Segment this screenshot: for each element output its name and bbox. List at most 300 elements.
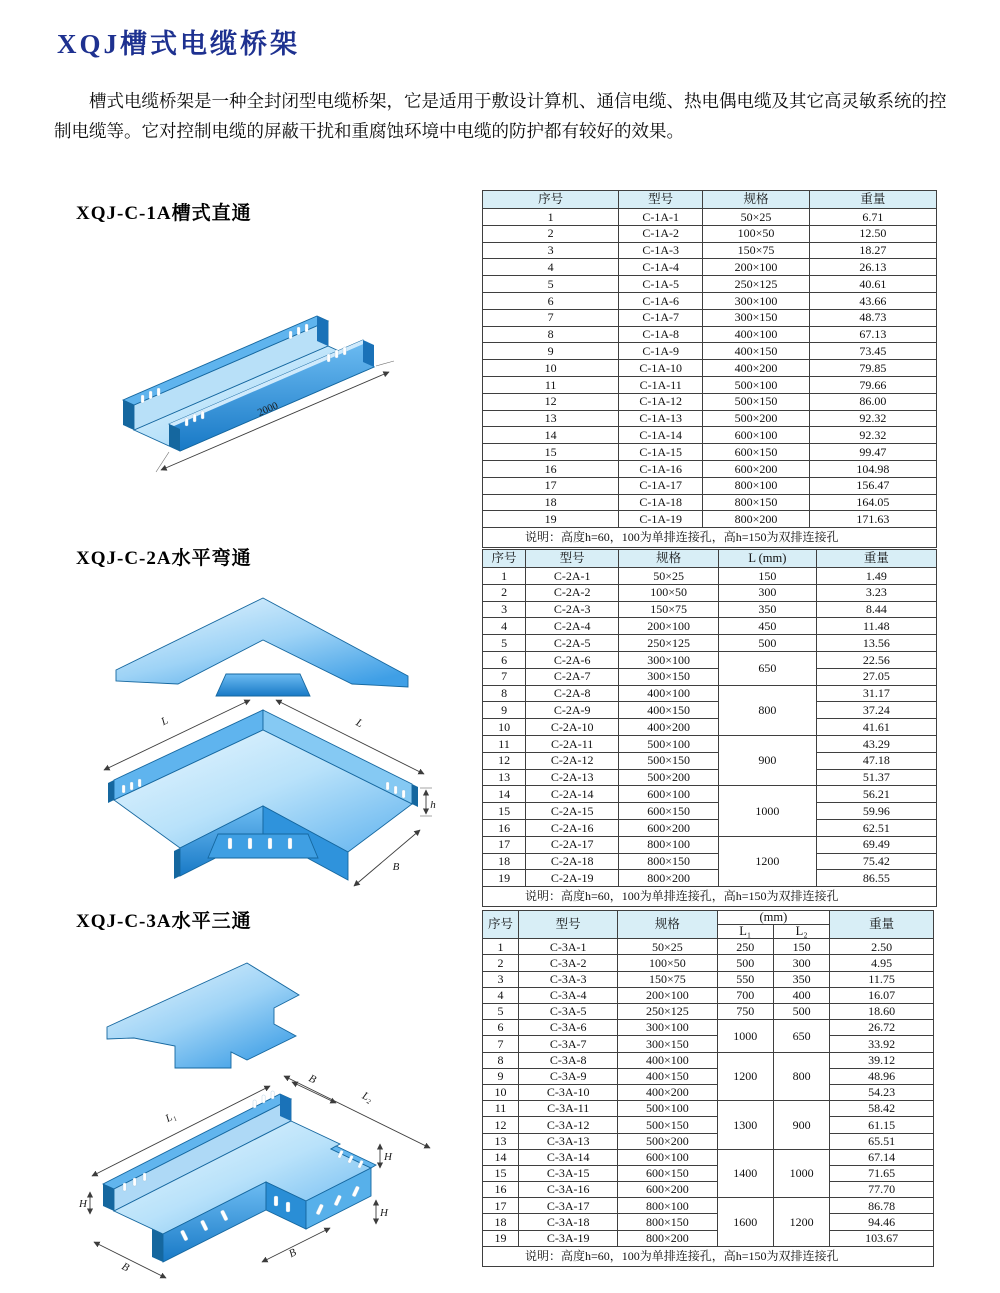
table-cell: 200×100 xyxy=(619,618,719,635)
table-cell: 19 xyxy=(483,511,619,528)
table-cell: C-2A-9 xyxy=(526,702,619,719)
table-cell: 150 xyxy=(719,568,817,585)
table-row xyxy=(483,584,937,601)
table-cell: 79.66 xyxy=(809,376,936,393)
table-cell: 150×75 xyxy=(703,242,810,259)
table-cell: 77.70 xyxy=(830,1182,934,1198)
table-row xyxy=(483,719,937,736)
column-header: 规格 xyxy=(703,191,810,209)
table-cell: 1000 xyxy=(773,1149,829,1198)
table-cell: C-2A-2 xyxy=(526,584,619,601)
table-cell: 6 xyxy=(483,292,619,309)
table-cell: 300 xyxy=(719,584,817,601)
table-cell: 164.05 xyxy=(809,494,936,511)
table-cell: C-3A-19 xyxy=(519,1230,618,1246)
table-cell: C-2A-4 xyxy=(526,618,619,635)
table-cell: 48.96 xyxy=(830,1068,934,1084)
table-cell: C-2A-8 xyxy=(526,685,619,702)
table-cell: 450 xyxy=(719,618,817,635)
table-cell: C-3A-18 xyxy=(519,1214,618,1230)
dim-label-b-top: B xyxy=(306,1072,318,1087)
table-cell: 22.56 xyxy=(816,651,936,668)
table-row xyxy=(483,939,934,955)
table-row xyxy=(483,1117,934,1133)
table-cell: 10 xyxy=(483,1084,519,1100)
table-cell: 17 xyxy=(483,1198,519,1214)
table-cell: C-3A-1 xyxy=(519,939,618,955)
table-cell: 94.46 xyxy=(830,1214,934,1230)
table-cell: 75.42 xyxy=(816,853,936,870)
table-cell: 2.50 xyxy=(830,939,934,955)
table-row xyxy=(483,803,937,820)
table-cell: C-1A-2 xyxy=(619,225,703,242)
table-row xyxy=(483,1068,934,1084)
table-cell: 300×150 xyxy=(619,668,719,685)
table-row xyxy=(483,668,937,685)
table-cell: 600×150 xyxy=(703,444,810,461)
table-cell: 8.44 xyxy=(816,601,936,618)
table-cell: 18.60 xyxy=(830,1004,934,1020)
table-cell: 1600 xyxy=(717,1198,773,1247)
table-cell: 50×25 xyxy=(618,939,717,955)
table-cell: 200×100 xyxy=(703,259,810,276)
table-cell: 1000 xyxy=(717,1020,773,1052)
table-cell: 86.00 xyxy=(809,393,936,410)
table-row xyxy=(483,651,937,668)
table-cell: 73.45 xyxy=(809,343,936,360)
page-title: XQJ槽式电缆桥架 xyxy=(57,29,300,59)
table-cell: C-1A-4 xyxy=(619,259,703,276)
table-cell: 100×50 xyxy=(703,225,810,242)
table-cell: 27.05 xyxy=(816,668,936,685)
table-cell: 800×150 xyxy=(703,494,810,511)
table-cell: C-2A-11 xyxy=(526,735,619,752)
table-row xyxy=(483,853,937,870)
table-row xyxy=(483,1165,934,1181)
table-cell: 5 xyxy=(483,1004,519,1020)
table-cell: C-1A-10 xyxy=(619,360,703,377)
table-cell: 500 xyxy=(719,635,817,652)
table-cell: C-2A-17 xyxy=(526,836,619,853)
table-cell: C-2A-13 xyxy=(526,769,619,786)
table-row xyxy=(483,326,937,343)
column-header: L₁ xyxy=(717,925,773,939)
dim-label-l-right: L xyxy=(353,716,365,731)
table-cell: 800 xyxy=(773,1052,829,1101)
table-note: 说明：高度h=60，100为单排连接孔，高h=150为双排连接孔 xyxy=(483,887,937,907)
table-cell: C-3A-4 xyxy=(519,987,618,1003)
table-cell: 600×150 xyxy=(619,803,719,820)
table-cell: 200×100 xyxy=(618,987,717,1003)
table-row xyxy=(483,225,937,242)
column-header: 重量 xyxy=(816,550,936,568)
dim-label-l2: L₂ xyxy=(360,1089,375,1105)
table-cell: 62.51 xyxy=(816,819,936,836)
table-cell: 2 xyxy=(483,584,526,601)
table-cell: 86.78 xyxy=(830,1198,934,1214)
table-cell: 9 xyxy=(483,702,526,719)
tray-body xyxy=(123,316,374,451)
dim-label-l-left: L xyxy=(159,714,171,729)
table-cell: 600×150 xyxy=(618,1165,717,1181)
table-cell: 48.73 xyxy=(809,309,936,326)
table-cell: C-1A-14 xyxy=(619,427,703,444)
table-cell: 800×100 xyxy=(619,836,719,853)
table-cell: 171.63 xyxy=(809,511,936,528)
table-cell: C-1A-11 xyxy=(619,376,703,393)
table-cell: 15 xyxy=(483,444,619,461)
table-cell: 400 xyxy=(773,987,829,1003)
table-cell: 1400 xyxy=(717,1149,773,1198)
table-row xyxy=(483,1020,934,1036)
column-header: 规格 xyxy=(619,550,719,568)
table-cell: 41.61 xyxy=(816,719,936,736)
table-cell: 800×100 xyxy=(703,477,810,494)
dimension-label-2000: 2000 xyxy=(256,400,280,419)
table-cell: 800×200 xyxy=(618,1230,717,1246)
table-cell: C-3A-17 xyxy=(519,1198,618,1214)
table-cell: 31.17 xyxy=(816,685,936,702)
table-cell: 14 xyxy=(483,1149,519,1165)
table-cell: 79.85 xyxy=(809,360,936,377)
table-row xyxy=(483,618,937,635)
table-cell: C-3A-3 xyxy=(519,971,618,987)
table-cell: 1.49 xyxy=(816,568,936,585)
table-cell: 400×100 xyxy=(619,685,719,702)
table-row xyxy=(483,427,937,444)
table-cell: 104.98 xyxy=(809,460,936,477)
table-cell: 14 xyxy=(483,427,619,444)
column-header: 规格 xyxy=(618,911,717,939)
table-cell: 8 xyxy=(483,1052,519,1068)
table-cell: C-1A-18 xyxy=(619,494,703,511)
table-row xyxy=(483,685,937,702)
table-cell: 3 xyxy=(483,242,619,259)
elbow-cover-plate xyxy=(116,598,408,696)
table-cell: 800×200 xyxy=(619,870,719,887)
column-header: 型号 xyxy=(619,191,703,209)
column-header: 序号 xyxy=(483,911,519,939)
table-cell: C-3A-8 xyxy=(519,1052,618,1068)
table-cell: 71.65 xyxy=(830,1165,934,1181)
dim-label-b: B xyxy=(392,861,400,873)
table-cell: 19 xyxy=(483,1230,519,1246)
table-cell: 750 xyxy=(717,1004,773,1020)
table-cell: 103.67 xyxy=(830,1230,934,1246)
table-cell: 400×150 xyxy=(703,343,810,360)
table-row xyxy=(483,1198,934,1214)
table-cell: 1 xyxy=(483,568,526,585)
column-header: L₂ xyxy=(773,925,829,939)
table-cell: 5 xyxy=(483,635,526,652)
table-row xyxy=(483,1052,934,1068)
table-cell: 500×100 xyxy=(619,735,719,752)
table-cell: 7 xyxy=(483,309,619,326)
table-cell: 67.13 xyxy=(809,326,936,343)
table-note-row xyxy=(483,528,937,548)
table-cell: C-1A-16 xyxy=(619,460,703,477)
dim-label-b-lower-right: B xyxy=(286,1246,299,1261)
table-row xyxy=(483,410,937,427)
table-cell: 18 xyxy=(483,494,619,511)
table-row xyxy=(483,460,937,477)
table-cell: C-3A-11 xyxy=(519,1101,618,1117)
table-cell: 5 xyxy=(483,276,619,293)
section-heading-c1a: XQJ-C-1A槽式直通 xyxy=(76,203,252,224)
table-cell: C-1A-9 xyxy=(619,343,703,360)
table-cell: 6 xyxy=(483,651,526,668)
elbow-tray-diagram xyxy=(100,582,440,902)
table-row xyxy=(483,511,937,528)
table-cell: 12 xyxy=(483,393,619,410)
table-cell: 2 xyxy=(483,955,519,971)
table-cell: 3 xyxy=(483,971,519,987)
table-note: 说明：高度h=60，100为单排连接孔，高h=150为双排连接孔 xyxy=(483,1246,934,1266)
table-cell: 150×75 xyxy=(619,601,719,618)
table-cell: 11 xyxy=(483,1101,519,1117)
table-row xyxy=(483,1101,934,1117)
table-cell: 43.29 xyxy=(816,735,936,752)
table-cell: 700 xyxy=(717,987,773,1003)
table-cell: 86.55 xyxy=(816,870,936,887)
table-cell: C-2A-12 xyxy=(526,752,619,769)
table-row xyxy=(483,360,937,377)
table-cell: 51.37 xyxy=(816,769,936,786)
table-cell: 99.47 xyxy=(809,444,936,461)
table-cell: C-3A-5 xyxy=(519,1004,618,1020)
table-cell: C-2A-16 xyxy=(526,819,619,836)
column-header: 序号 xyxy=(483,550,526,568)
table-cell: 40.61 xyxy=(809,276,936,293)
table-cell: 11.48 xyxy=(816,618,936,635)
table-cell: 300×100 xyxy=(703,292,810,309)
table-row xyxy=(483,735,937,752)
table-row xyxy=(483,836,937,853)
table-cell: 11.75 xyxy=(830,971,934,987)
table-cell: 26.13 xyxy=(809,259,936,276)
table-row xyxy=(483,393,937,410)
table-cell: 92.32 xyxy=(809,427,936,444)
table-note-row xyxy=(483,887,937,907)
table-cell: 7 xyxy=(483,1036,519,1052)
elbow-tray-body xyxy=(108,710,418,880)
table-cell: 900 xyxy=(719,735,817,785)
table-row xyxy=(483,1084,934,1100)
table-cell: C-2A-15 xyxy=(526,803,619,820)
table-cell: C-2A-3 xyxy=(526,601,619,618)
table-cell: 400×200 xyxy=(618,1084,717,1100)
table-cell: C-2A-6 xyxy=(526,651,619,668)
dim-label-h: h xyxy=(430,799,436,811)
table-header-row xyxy=(483,191,937,209)
table-cell: C-2A-14 xyxy=(526,786,619,803)
dim-label-h-left: H xyxy=(79,1198,87,1210)
table-row xyxy=(483,1230,934,1246)
table-row xyxy=(483,987,934,1003)
table-cell: 400×200 xyxy=(703,360,810,377)
table-cell: 69.49 xyxy=(816,836,936,853)
spec-table-c1a xyxy=(482,190,937,548)
table-cell: 33.92 xyxy=(830,1036,934,1052)
table-cell: C-3A-9 xyxy=(519,1068,618,1084)
table-cell: C-2A-7 xyxy=(526,668,619,685)
table-cell: 156.47 xyxy=(809,477,936,494)
table-cell: 12 xyxy=(483,752,526,769)
table-cell: 17 xyxy=(483,477,619,494)
table-cell: 11 xyxy=(483,376,619,393)
table-cell: 900 xyxy=(773,1101,829,1150)
table-row xyxy=(483,1149,934,1165)
table-cell: 50×25 xyxy=(619,568,719,585)
table-header-row xyxy=(483,911,934,925)
table-cell: C-3A-10 xyxy=(519,1084,618,1100)
table-cell: 400×100 xyxy=(618,1052,717,1068)
table-cell: 500×150 xyxy=(619,752,719,769)
table-cell: C-2A-18 xyxy=(526,853,619,870)
column-header: 重量 xyxy=(809,191,936,209)
table-cell: C-1A-3 xyxy=(619,242,703,259)
table-cell: C-3A-2 xyxy=(519,955,618,971)
table-cell: 67.14 xyxy=(830,1149,934,1165)
table-row xyxy=(483,477,937,494)
table-cell: 8 xyxy=(483,685,526,702)
table-cell: C-1A-6 xyxy=(619,292,703,309)
dim-label-l1: L₁ xyxy=(163,1109,178,1125)
table-cell: 800 xyxy=(719,685,817,735)
table-cell: 10 xyxy=(483,360,619,377)
table-cell: 16 xyxy=(483,1182,519,1198)
table-cell: 13 xyxy=(483,410,619,427)
table-row xyxy=(483,1182,934,1198)
table-cell: 15 xyxy=(483,1165,519,1181)
table-cell: 150 xyxy=(773,939,829,955)
straight-tray-diagram xyxy=(105,300,415,500)
table-cell: 6 xyxy=(483,1020,519,1036)
table-cell: 18 xyxy=(483,853,526,870)
table-row xyxy=(483,601,937,618)
table-cell: 550 xyxy=(717,971,773,987)
table-cell: 7 xyxy=(483,668,526,685)
table-cell: 800×100 xyxy=(618,1198,717,1214)
table-header-row xyxy=(483,550,937,568)
table-cell: C-3A-7 xyxy=(519,1036,618,1052)
table-cell: 1200 xyxy=(773,1198,829,1247)
table-cell: 600×100 xyxy=(618,1149,717,1165)
table-cell: C-1A-1 xyxy=(619,209,703,226)
table-cell: 300×100 xyxy=(618,1020,717,1036)
dim-label-h-right-lower: H xyxy=(380,1207,388,1219)
table-cell: 10 xyxy=(483,719,526,736)
table-cell: 4 xyxy=(483,259,619,276)
table-row xyxy=(483,444,937,461)
table-note: 说明：高度h=60，100为单排连接孔，高h=150为双排连接孔 xyxy=(483,528,937,548)
table-cell: 18 xyxy=(483,1214,519,1230)
table-cell: 500×200 xyxy=(703,410,810,427)
intro-paragraph: 槽式电缆桥架是一种全封闭型电缆桥架，它是适用于敷设计算机、通信电缆、热电偶电缆及其它高灵敏系统的控制电缆等。它对控制电缆的屏蔽干扰和重腐蚀环境中电缆的防护都有较好的效果。 xyxy=(54,91,947,142)
table-cell: 13 xyxy=(483,1133,519,1149)
table-cell: 100×50 xyxy=(619,584,719,601)
section-heading-c2a: XQJ-C-2A水平弯通 xyxy=(76,548,252,569)
table-row xyxy=(483,494,937,511)
table-cell: 800×150 xyxy=(618,1214,717,1230)
table-cell: C-1A-17 xyxy=(619,477,703,494)
table-row xyxy=(483,955,934,971)
table-cell: 12.50 xyxy=(809,225,936,242)
table-row xyxy=(483,1133,934,1149)
column-header: 型号 xyxy=(519,911,618,939)
table-cell: 350 xyxy=(773,971,829,987)
table-cell: 300×100 xyxy=(619,651,719,668)
table-cell: 19 xyxy=(483,870,526,887)
table-cell: 3 xyxy=(483,601,526,618)
table-cell: 17 xyxy=(483,836,526,853)
table-row xyxy=(483,752,937,769)
table-cell: 650 xyxy=(719,651,817,685)
table-cell: 250×125 xyxy=(619,635,719,652)
table-row xyxy=(483,209,937,226)
table-cell: 250×125 xyxy=(618,1004,717,1020)
table-cell: C-3A-13 xyxy=(519,1133,618,1149)
table-cell: 9 xyxy=(483,343,619,360)
table-cell: 500×200 xyxy=(619,769,719,786)
table-row xyxy=(483,819,937,836)
table-cell: C-3A-12 xyxy=(519,1117,618,1133)
table-cell: 58.42 xyxy=(830,1101,934,1117)
table-row xyxy=(483,870,937,887)
table-cell: 300×150 xyxy=(703,309,810,326)
table-cell: 1 xyxy=(483,939,519,955)
table-cell: 400×150 xyxy=(619,702,719,719)
table-row xyxy=(483,635,937,652)
table-cell: 54.23 xyxy=(830,1084,934,1100)
table-cell: C-3A-15 xyxy=(519,1165,618,1181)
table-row xyxy=(483,276,937,293)
spec-table-c3a xyxy=(482,910,934,1267)
table-cell: 1300 xyxy=(717,1101,773,1150)
column-header: 重量 xyxy=(830,911,934,939)
table-row xyxy=(483,971,934,987)
table-cell: 500×100 xyxy=(703,376,810,393)
table-cell: 2 xyxy=(483,225,619,242)
table-cell: 500×150 xyxy=(703,393,810,410)
table-cell: 1200 xyxy=(717,1052,773,1101)
table-cell: C-1A-7 xyxy=(619,309,703,326)
table-cell: 800×200 xyxy=(703,511,810,528)
table-cell: C-2A-10 xyxy=(526,719,619,736)
table-cell: 600×100 xyxy=(619,786,719,803)
table-cell: 4.95 xyxy=(830,955,934,971)
table-cell: 16.07 xyxy=(830,987,934,1003)
table-cell: 50×25 xyxy=(703,209,810,226)
table-cell: 350 xyxy=(719,601,817,618)
table-cell: 37.24 xyxy=(816,702,936,719)
table-cell: 16 xyxy=(483,819,526,836)
table-cell: C-1A-13 xyxy=(619,410,703,427)
table-cell: 65.51 xyxy=(830,1133,934,1149)
table-cell: 9 xyxy=(483,1068,519,1084)
table-cell: 800×150 xyxy=(619,853,719,870)
table-cell: C-1A-19 xyxy=(619,511,703,528)
table-cell: 500×200 xyxy=(618,1133,717,1149)
table-cell: 59.96 xyxy=(816,803,936,820)
table-cell: 15 xyxy=(483,803,526,820)
table-cell: C-1A-8 xyxy=(619,326,703,343)
table-cell: 92.32 xyxy=(809,410,936,427)
column-header: (mm) xyxy=(717,911,830,925)
table-cell: 100×50 xyxy=(618,955,717,971)
table-cell: 3.23 xyxy=(816,584,936,601)
table-cell: 14 xyxy=(483,786,526,803)
